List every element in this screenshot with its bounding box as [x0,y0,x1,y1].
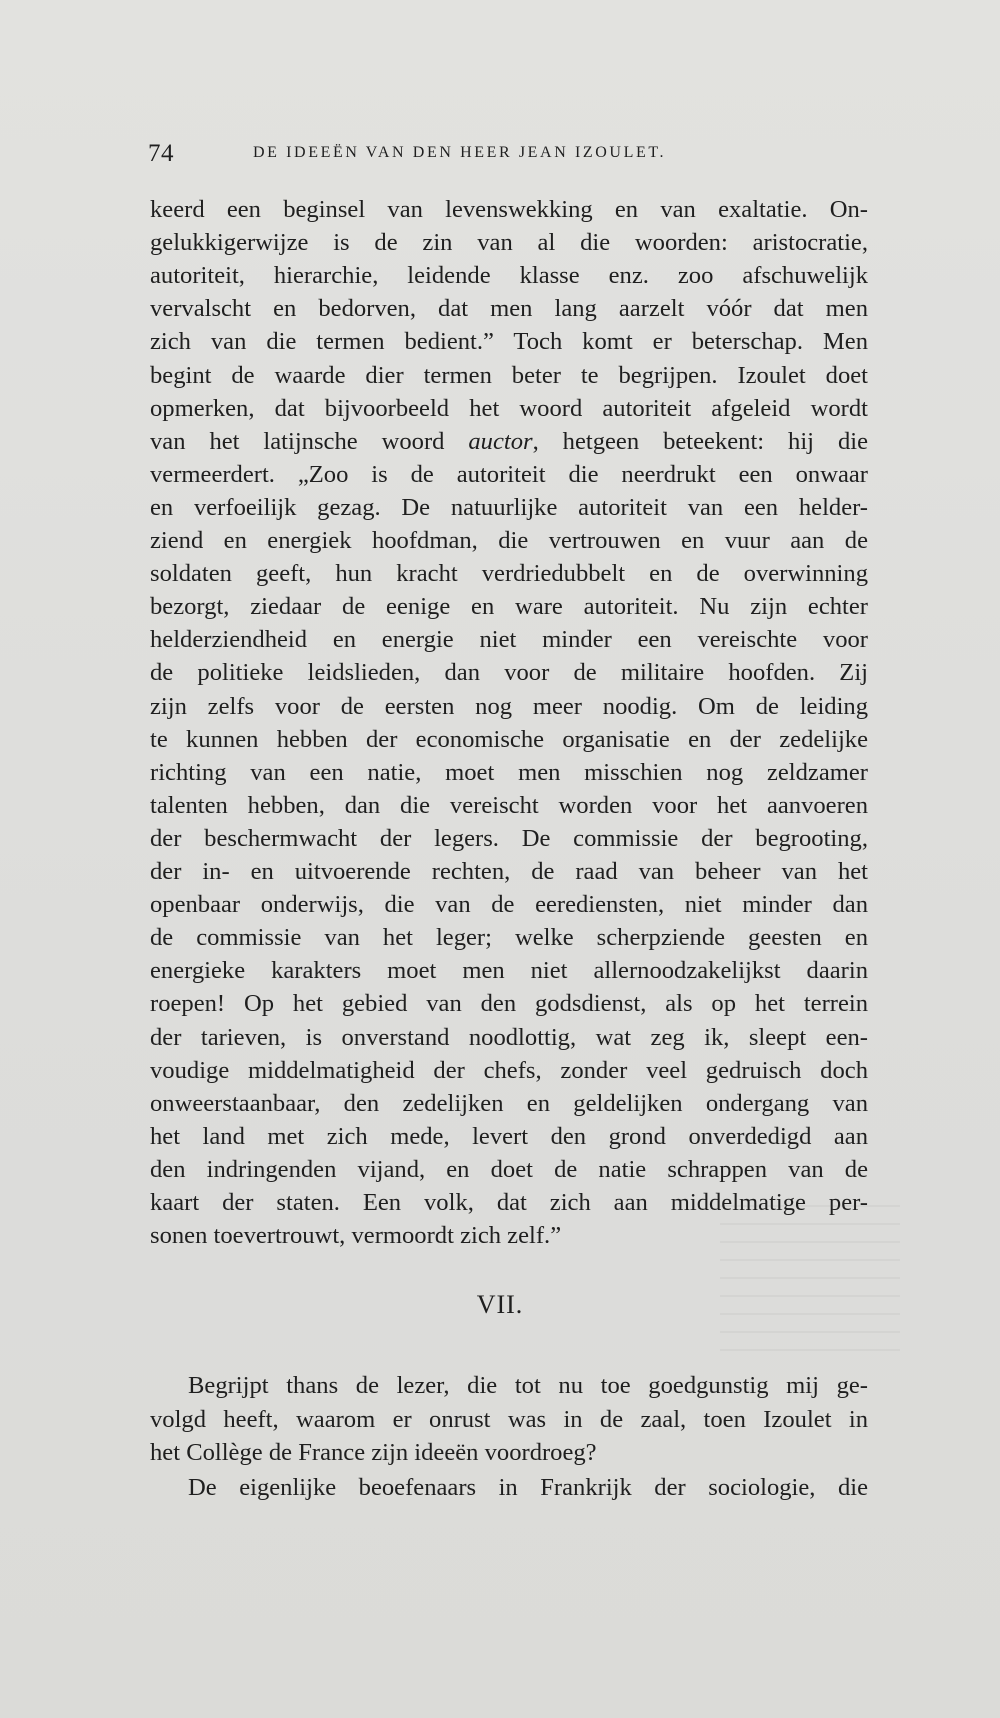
text-line: der tarieven, is onverstand noodlottig, wat zeg ik, sleept een- [150,1023,868,1051]
running-title: DE IDEEËN VAN DEN HEER JEAN IZOULET. [253,144,667,161]
text-line: sonen toevertrouwt, vermoordt zich zelf.” [150,1222,562,1250]
text-line: richting van een natie, moet men misschien nog zeldzamer [150,758,868,786]
text-line: opmerken, dat bijvoorbeeld het woord autoriteit afgeleid wordt [150,394,868,422]
italic-word: auctor [468,427,533,455]
text-line: soldaten geeft, hun kracht verdriedubbelt en de overwinning [150,560,868,588]
text-line: helderziendheid en energie niet minder een vereischte voor [150,626,868,654]
text-line: Begrijpt thans de lezer, die tot nu toe goedgunstig mij ge- [188,1372,868,1399]
text-line: het land met zich mede, levert den grond onverdedigd aan [150,1122,868,1150]
running-head [148,140,868,174]
text-line: energieke karakters moet men niet allernoodzakelijkst daarin [150,957,868,985]
text-line: zich van die termen bedient.” Toch komt er beterschap. Men [150,328,868,356]
text-line: volgd heeft, waarom er onrust was in de zaal, toen Izoulet in [150,1405,868,1433]
text-line: openbaar onderwijs, die van de eerediensten, niet minder dan [150,891,868,919]
page-number: 74 [148,140,174,167]
text-line: zijn zelfs voor de eersten nog meer noodig. Om de leiding [150,692,868,720]
text-line: roepen! Op het gebied van den godsdienst, als op het terrein [150,990,868,1018]
text-line: kaart der staten. Een volk, dat zich aan middelmatige per- [150,1189,868,1216]
text-line: te kunnen hebben der economische organisatie en der zedelijke [150,725,868,753]
text-line: van het latijnsche woord auctor, hetgeen beteekent: hij die [150,427,868,455]
text-line: onweerstaanbaar, den zedelijken en geldelijken ondergang van [150,1089,868,1117]
text-line: de commissie van het leger; welke scherpziende geesten en [150,924,868,952]
text-line: der in- en uitvoerende rechten, de raad van beheer van het [150,858,868,885]
text-line: de politieke leidslieden, dan voor de militaire hoofden. Zij [150,659,868,687]
text-line: vermeerdert. „Zoo is de autoriteit die neerdrukt een onwaar [150,460,868,488]
text-line: gelukkigerwijze is de zin van al die woorden: aristocratie, [150,229,868,257]
text-line: keerd een beginsel van levenswekking en van exaltatie. On- [150,196,868,223]
text-line: en verfoeilijk gezag. De natuurlijke autoriteit van een helder- [150,493,868,521]
text-line: der beschermwacht der legers. De commissie der begrooting, [150,824,868,852]
text-line: autoriteit, hierarchie, leidende klasse enz. zoo afschuwelijk [150,262,868,290]
section-heading: VII. [476,1290,524,1319]
text-line: bezorgt, ziedaar de eenige en ware autoriteit. Nu zijn echter [150,593,868,621]
text-line: vervalscht en bedorven, dat men lang aarzelt vóór dat men [150,295,868,323]
text-line: De eigenlijke beoefenaars in Frankrijk der sociologie, die [188,1474,868,1501]
text-line: talenten hebben, dan die vereischt worden voor het aanvoeren [150,791,868,819]
text-line: den indringenden vijand, en doet de natie schrappen van de [150,1155,868,1183]
text-line: voudige middelmatigheid der chefs, zonder veel gedruisch doch [150,1056,868,1084]
text-line: begint de waarde dier termen beter te begrijpen. Izoulet doet [150,361,868,389]
text-line: ziend en energiek hoofdman, die vertrouwen en vuur aan de [150,527,868,554]
text-line: het Collège de France zijn ideeën voordroeg? [150,1439,597,1466]
show-through-ghost-text [720,1205,900,1355]
